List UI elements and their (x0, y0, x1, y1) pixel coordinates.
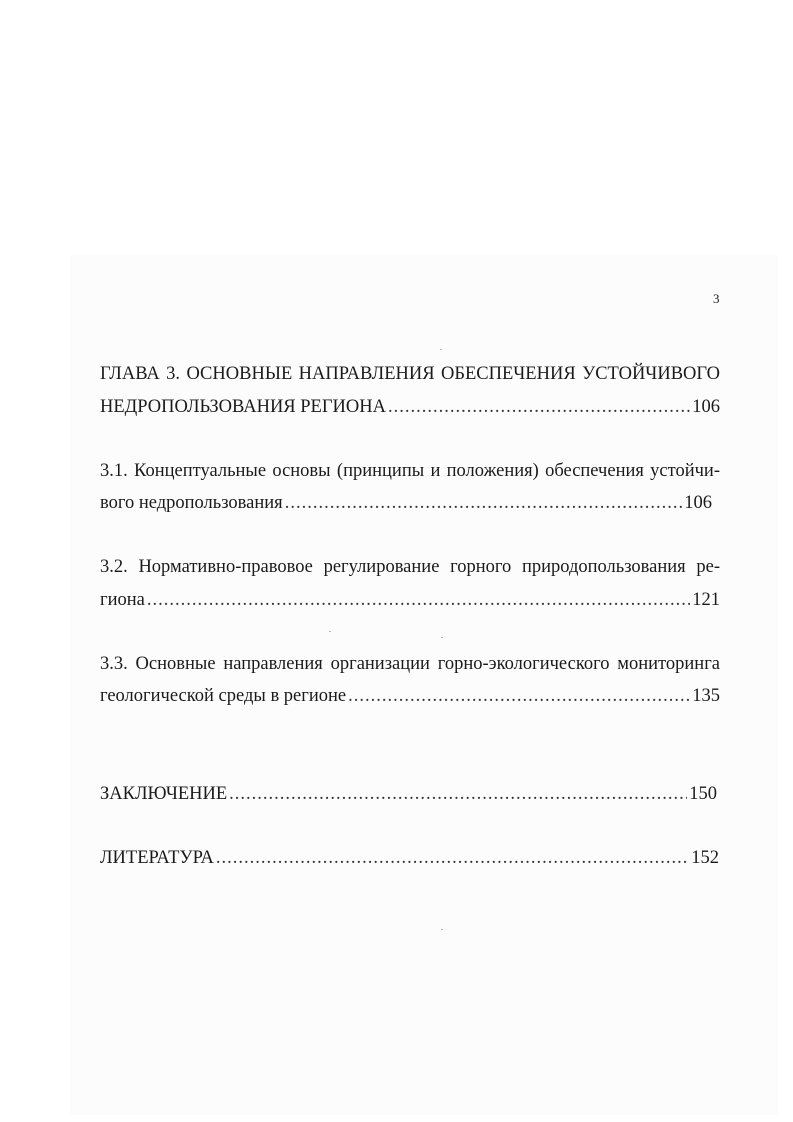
conclusion-label: ЗАКЛЮЧЕНИЕ (100, 784, 228, 804)
scanned-page-area (70, 255, 778, 1115)
section-3-1-line-2: вого недропользования (100, 493, 283, 513)
dot-leader (388, 397, 690, 417)
chapter-title-line-1: ГЛАВА 3. ОСНОВНЫЕ НАПРАВЛЕНИЯ ОБЕСПЕЧЕНИЯ УСТОЙЧИВОГО (100, 364, 720, 384)
literature-page-number: 152 (691, 848, 719, 868)
section-3-2-entry (100, 590, 720, 610)
section-3-3-line-2: геологической среды в регионе (100, 686, 347, 706)
conclusion-entry (100, 784, 717, 804)
section-3-2-line-2: гиона (100, 590, 145, 610)
section-3-1-line-1: 3.1. Концептуальные основы (принципы и положения) обеспечения устойчи- (100, 461, 720, 481)
dot-leader (216, 848, 689, 868)
literature-label: ЛИТЕРАТУРА (100, 848, 214, 868)
section-3-1-page-number: 106 (684, 493, 712, 513)
chapter-title-line-2: НЕДРОПОЛЬЗОВАНИЯ РЕГИОНА (100, 397, 386, 417)
conclusion-page-number: 150 (689, 784, 717, 804)
dot-leader (348, 686, 690, 706)
scan-speck (441, 637, 443, 638)
scan-speck (329, 631, 331, 632)
section-3-3-entry (100, 686, 720, 706)
dot-leader (285, 493, 683, 513)
scan-speck (441, 929, 443, 930)
section-3-3-page-number: 135 (692, 686, 720, 706)
scan-speck (440, 349, 442, 350)
section-3-2-page-number: 121 (692, 590, 720, 610)
literature-entry (100, 848, 719, 868)
chapter-title-entry (100, 397, 720, 417)
page-number: 3 (713, 291, 720, 306)
dot-leader (147, 590, 690, 610)
dot-leader (229, 784, 687, 804)
section-3-2-line-1: 3.2. Нормативно-правовое регулирование горного природопользования ре- (100, 557, 720, 577)
section-3-1-entry (100, 493, 712, 513)
chapter-page-number: 106 (692, 397, 720, 417)
section-3-3-line-1: 3.3. Основные направления организации горно-экологического мониторинга (100, 654, 720, 674)
